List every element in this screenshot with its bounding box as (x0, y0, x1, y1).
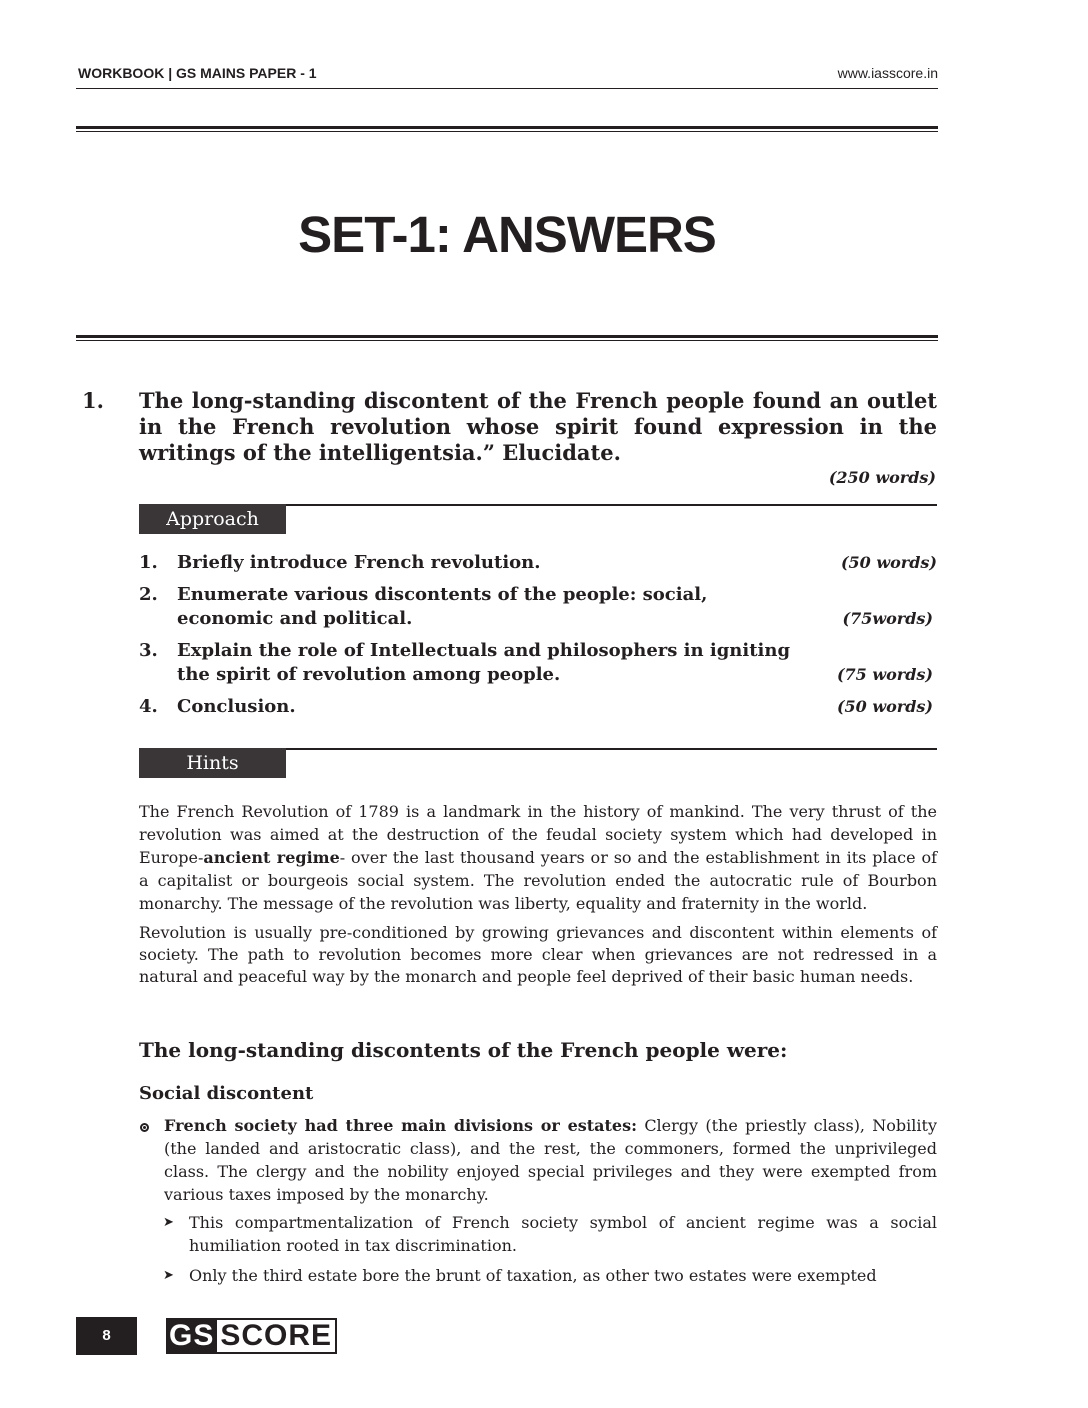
question-text: The long-standing discontent of the French people found an outlet in the French revolution whose spirit found expression in the writings of the intelligentsia.” Elucidate. (139, 388, 937, 465)
approach-item-number: 1. (139, 552, 158, 573)
running-header-title: WORKBOOK | GS MAINS PAPER - 1 (78, 65, 317, 81)
bullet-text: Clergy (the priestly class), Nobility (the landed and aristocratic class), and the rest, the commoners, formed the unprivileged class. The clergy and the nobility enjoyed special privileges and they were exempted from various taxes imposed by the monarchy. (164, 1116, 937, 1204)
approach-item-text: Explain the role of Intellectuals and philosophers in igniting the spirit of revolution among people. (177, 640, 791, 685)
approach-item-words: (50 words) (836, 697, 933, 716)
hints-p1-bold: ancient regime (203, 848, 340, 867)
hints-label: Hints (139, 748, 286, 778)
bullet-bold-lead: French society had three main divisions or estates: (164, 1116, 638, 1135)
approach-item-number: 3. (139, 640, 158, 661)
header-rule (76, 88, 938, 89)
question-number: 1. (82, 388, 104, 413)
approach-label: Approach (139, 504, 286, 534)
approach-item-text: Briefly introduce French revolution. (177, 552, 541, 573)
approach-item-text: Conclusion. (177, 696, 296, 717)
running-header-url: www.iasscore.in (837, 65, 938, 81)
gsscore-logo (166, 1318, 337, 1354)
logo-gs: GS (166, 1318, 217, 1354)
question-word-limit: (250 words) (828, 468, 936, 487)
sub-bullet-2: Only the third estate bore the brunt of taxation, as other two estates were exempted (189, 1266, 877, 1285)
hints-rule (286, 748, 937, 750)
hints-p1-text-b: - over the last thousand years or so and the establishment in its place of a capitalist or bourgeois social system. The revolution ended the autocratic rule of Bourbon monarchy. The message of the revolution was liberty, equality and fraternity in the world. (139, 848, 938, 913)
title-bottom-rule (76, 335, 938, 341)
logo-score: SCORE (217, 1318, 337, 1354)
approach-item-text: Enumerate various discontents of the people: social, economic and political. (177, 584, 708, 629)
bullet-paragraph (164, 1114, 937, 1206)
approach-item-words: (50 words) (840, 553, 937, 572)
page-title: SET-1: ANSWERS (298, 206, 716, 263)
discontents-heading: The long-standing discontents of the French people were: (139, 1038, 788, 1062)
hints-paragraph-2: Revolution is usually pre-conditioned by growing grievances and discontent within elements of society. The path to revolution becomes more clear when grievances are not redressed in a natural and peaceful way by the monarch and people feel deprived of their basic human needs. (139, 923, 937, 986)
bullet-icon (140, 1123, 149, 1132)
page-number: 8 (76, 1317, 137, 1355)
title-top-rule (76, 126, 938, 132)
approach-item (139, 639, 937, 687)
social-discontent-heading: Social discontent (139, 1083, 314, 1104)
hints-paragraph-1 (139, 800, 937, 915)
arrow-bullet-icon: ➤ (163, 1215, 174, 1230)
arrow-bullet-icon: ➤ (163, 1268, 174, 1283)
approach-item-words: (75 words) (836, 665, 933, 684)
approach-rule (286, 504, 937, 506)
approach-item-number: 4. (139, 696, 158, 717)
approach-item (139, 583, 937, 631)
sub-bullet-1: This compartmentalization of French society symbol of ancient regime was a social humiliation rooted in tax discrimination. (189, 1213, 937, 1255)
hints-p1-text-a: The French Revolution of 1789 is a landmark in the history of mankind. The very thrust of the revolution was aimed at the destruction of the feudal society system which had developed in Europe- (139, 802, 937, 867)
approach-item-number: 2. (139, 584, 158, 605)
approach-item-words: (75words) (842, 609, 933, 628)
